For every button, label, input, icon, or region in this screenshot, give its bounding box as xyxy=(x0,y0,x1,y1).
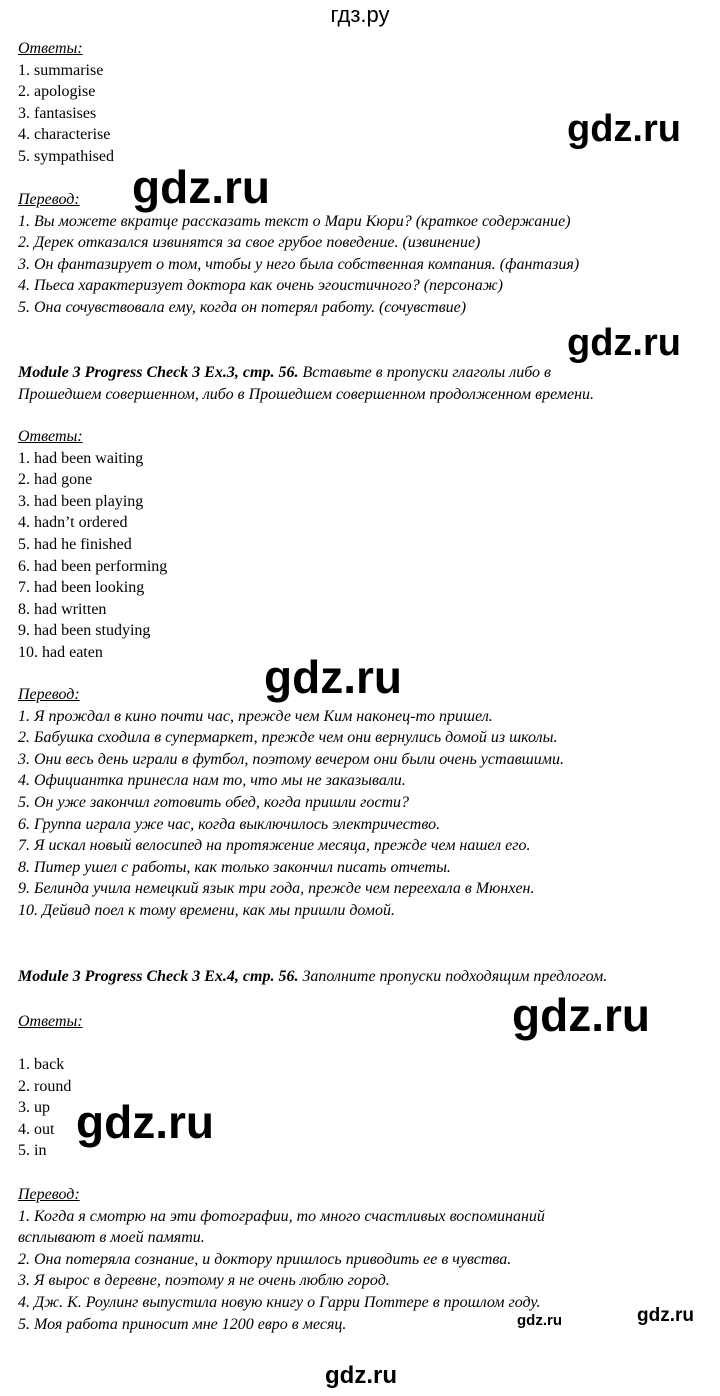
block2-answers xyxy=(18,426,167,664)
translation-item: 5. Моя работа приносит мне 1200 евро в месяц. xyxy=(18,1315,347,1333)
answer-item: 4. hadn’t ordered xyxy=(18,514,128,532)
block1-translation xyxy=(18,189,579,319)
translation-item: 6. Группа играла уже час, когда выключилось электричество. xyxy=(18,815,441,833)
translation-label: Перевод: xyxy=(18,1186,80,1203)
translation-item: 7. Я искал новый велосипед на протяжение месяца, прежде чем нашел его. xyxy=(18,837,531,855)
exercise-heading: Module 3 Progress Check 3 Ex.3, стр. 56. xyxy=(18,364,299,381)
answers-label: Ответы: xyxy=(18,1013,83,1030)
watermark-logo: gdz.ru xyxy=(637,1305,694,1326)
translation-item: 4. Дж. К. Роулинг выпустила новую книгу о Гарри Поттере в прошлом году. xyxy=(18,1293,541,1311)
answer-item: 8. had written xyxy=(18,600,107,618)
answer-item: 2. apologise xyxy=(18,83,96,101)
answer-item: 3. fantasises xyxy=(18,104,97,122)
translation-item: 2. Она потеряла сознание, и доктору пришлось приводить ее в чувства. xyxy=(18,1250,512,1268)
answer-item: 3. up xyxy=(18,1099,50,1117)
block3-title xyxy=(18,966,607,988)
watermark-logo: gdz.ru xyxy=(567,322,681,364)
exercise-instruction-cont: Прошедшем совершенном, либо в Прошедшем совершенном продолженном времени. xyxy=(18,385,595,403)
watermark-logo: gdz.ru xyxy=(325,1362,397,1389)
translation-item: 9. Белинда учила немецкий язык три года, прежде чем переехала в Мюнхен. xyxy=(18,880,535,898)
block3-answers xyxy=(18,1054,71,1162)
answer-item: 5. sympathised xyxy=(18,147,114,165)
watermark-logo: gdz.ru xyxy=(517,1312,562,1329)
answer-item: 5. in xyxy=(18,1142,47,1160)
translation-label: Перевод: xyxy=(18,191,80,208)
answer-item: 6. had been performing xyxy=(18,557,168,575)
translation-item: 5. Она сочувствовала ему, когда он потерял работу. (сочувствие) xyxy=(18,298,467,316)
translation-item: 3. Они весь день играли в футбол, поэтому вечером они были очень уставшими. xyxy=(18,750,564,768)
translation-item: 1. Я прождал в кино почти час, прежде чем Ким наконец-то пришел. xyxy=(18,707,493,725)
exercise-heading: Module 3 Progress Check 3 Ex.4, стр. 56. xyxy=(18,968,299,985)
answer-item: 1. summarise xyxy=(18,61,104,79)
translation-item: 1. Вы можете вкратце рассказать текст о Мари Кюри? (краткое содержание) xyxy=(18,212,571,230)
exercise-instruction: Вставьте в пропуски глаголы либо в xyxy=(298,364,551,381)
block3-translation xyxy=(18,1184,545,1335)
watermark-logo: gdz.ru xyxy=(512,989,650,1041)
answers-label: Ответы: xyxy=(18,428,83,445)
translation-item: 10. Дейвид поел к тому времени, как мы пришли домой. xyxy=(18,901,396,919)
answer-item: 3. had been playing xyxy=(18,492,144,510)
translation-label: Перевод: xyxy=(18,686,80,703)
answer-item: 5. had he finished xyxy=(18,535,132,553)
translation-item: 2. Дерек отказался извинятся за свое грубое поведение. (извинение) xyxy=(18,234,481,252)
answers-label: Ответы: xyxy=(18,40,83,57)
answer-item: 7. had been looking xyxy=(18,579,145,597)
block2-title xyxy=(18,362,594,405)
exercise-instruction: Заполните пропуски подходящим предлогом. xyxy=(298,968,608,985)
block1-answers xyxy=(18,38,114,168)
answer-item: 2. had gone xyxy=(18,471,93,489)
block3-answers-label-wrap xyxy=(18,1011,83,1033)
answer-item: 4. out xyxy=(18,1120,55,1138)
translation-item: 3. Он фантазирует о том, чтобы у него была собственная компания. (фантазия) xyxy=(18,255,580,273)
translation-item: 5. Он уже закончил готовить обед, когда пришли гости? xyxy=(18,793,410,811)
block2-translation xyxy=(18,684,564,922)
watermark-logo: gdz.ru xyxy=(76,1096,214,1148)
translation-item: 8. Питер ушел с работы, как только закончил писать отчеты. xyxy=(18,858,451,876)
watermark-logo: gdz.ru xyxy=(264,651,402,703)
translation-item: всплывают в моей памяти. xyxy=(18,1229,205,1247)
watermark-logo: gdz.ru xyxy=(567,108,681,150)
watermark-logo: gdz.ru xyxy=(132,161,270,213)
answer-item: 4. characterise xyxy=(18,126,111,144)
translation-item: 4. Официантка принесла нам то, что мы не заказывали. xyxy=(18,772,406,790)
answer-item: 1. had been waiting xyxy=(18,449,144,467)
translation-item: 1. Когда я смотрю на эти фотографии, то много счастливых воспоминаний xyxy=(18,1207,545,1225)
site-header xyxy=(0,2,720,28)
site-title: гдз.ру xyxy=(330,2,390,27)
answer-item: 9. had been studying xyxy=(18,622,151,640)
answer-item: 1. back xyxy=(18,1056,65,1073)
answer-item: 2. round xyxy=(18,1077,72,1095)
translation-item: 2. Бабушка сходила в супермаркет, прежде чем они вернулись домой из школы. xyxy=(18,729,558,747)
answer-item: 10. had eaten xyxy=(18,643,103,661)
translation-item: 4. Пьеса характеризует доктора как очень эгоистичного? (персонаж) xyxy=(18,277,503,295)
translation-item: 3. Я вырос в деревне, поэтому я не очень люблю город. xyxy=(18,1272,390,1290)
